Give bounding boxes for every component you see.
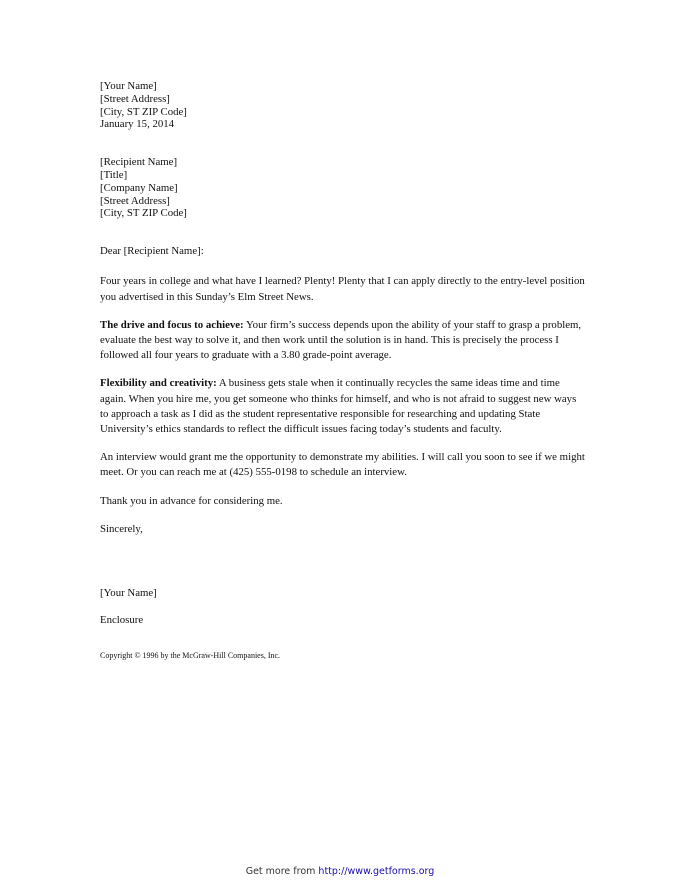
letter-date: January 15, 2014 bbox=[100, 118, 175, 131]
sender-address bbox=[100, 80, 585, 131]
recipient-street: [Street Address] bbox=[100, 194, 170, 207]
footer-prefix: Get more from bbox=[245, 866, 319, 877]
paragraph-thanks: Thank you in advance for considering me. bbox=[100, 494, 283, 507]
recipient-title: [Title] bbox=[100, 168, 128, 181]
paragraph-drive bbox=[100, 318, 585, 364]
sender-street: [Street Address] bbox=[100, 92, 170, 105]
paragraph-flexibility-text: A business gets stale when it continually recycles the same ideas time and time again. When you hire me, you get someone who thinks for himself, and who is not afraid to suggest new ways to approach a task as I did as the student representative responsible for researching and updating State University’s ethics standards to reflect the difficult issues facing today’s students and faculty. bbox=[100, 377, 577, 435]
letter-body bbox=[100, 80, 585, 661]
closing: Sincerely, bbox=[100, 522, 143, 535]
signature-name: [Your Name] bbox=[100, 587, 157, 600]
paragraph-flexibility bbox=[100, 376, 585, 437]
page-footer bbox=[0, 866, 680, 877]
paragraph-drive-text: Your firm’s success depends upon the ability of your staff to grasp a problem, evaluate the best way to solve it, and then work until the solution is in hand. This is precisely the process I followed all four years to graduate with a 3.80 grade-point average. bbox=[100, 318, 582, 362]
footer-link[interactable]: http://www.getforms.org bbox=[318, 866, 435, 877]
sender-city: [City, ST ZIP Code] bbox=[100, 105, 187, 118]
sender-name: [Your Name] bbox=[100, 80, 157, 92]
salutation: Dear [Recipient Name]: bbox=[100, 245, 204, 258]
copyright-notice: Copyright © 1996 by the McGraw-Hill Companies, Inc. bbox=[100, 651, 281, 661]
paragraph-intro: Four years in college and what have I learned? Plenty! Plenty that I can apply directly to the entry-level position you advertised in this Sunday’s Elm Street News. bbox=[100, 275, 585, 303]
paragraph-drive-lead: The drive and focus to achieve: bbox=[100, 318, 244, 331]
recipient-address bbox=[100, 156, 585, 220]
recipient-city: [City, ST ZIP Code] bbox=[100, 207, 187, 220]
paragraph-flexibility-lead: Flexibility and creativity: bbox=[100, 377, 217, 390]
enclosure-note: Enclosure bbox=[100, 614, 144, 627]
recipient-company: [Company Name] bbox=[100, 181, 178, 194]
paragraph-interview: An interview would grant me the opportunity to demonstrate my abilities. I will call you soon to see if we might meet. Or you can reach me at (425) 555-0198 to schedule an interview. bbox=[100, 451, 585, 479]
recipient-name: [Recipient Name] bbox=[100, 156, 178, 169]
